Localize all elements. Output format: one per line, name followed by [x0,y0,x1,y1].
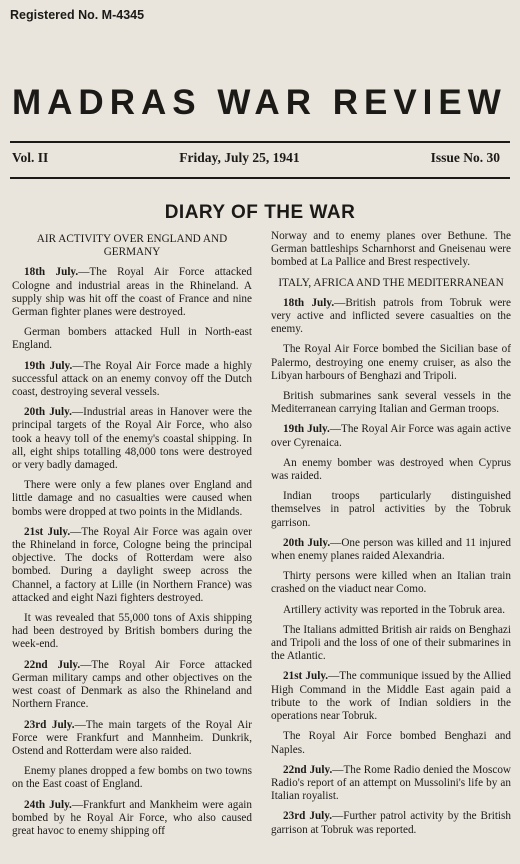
diary-entry [271,670,511,723]
diary-entry [12,719,252,759]
entry-text: The Royal Air Force bombed the Sicilian base of Palermo, destroying one enemy cruiser, as also the Libyan harbours of Benghazi and Tripoli. [271,343,511,382]
entry-text: There were only a few planes over England and little damage and no casualties were caused when bombs were dropped at two points in the Midlands. [12,479,252,518]
entry-date: 19th July. [24,359,73,372]
issue-number: Issue No. 30 [430,150,500,165]
diary-entry [12,479,252,519]
issue-info-bar [12,150,500,166]
entry-text: —British patrols from Tobruk were very active and inflicted severe casualties on the enemy. [271,296,512,336]
entry-text: —The Royal Air Force attacked Cologne and industrial areas in the Rhineland. A supply ship was hit off the coast of France and nine German fighter planes were destroyed. [12,266,252,319]
left-column [12,230,252,845]
top-rule [10,141,510,143]
left-column-heading: AIR ACTIVITY OVER ENGLAND AND GERMANY [36,233,228,259]
entry-date: 23rd July. [24,718,75,731]
diary-entry [271,810,511,836]
entry-text: It was revealed that 55,000 tons of Axis shipping had been destroyed by British bombers during the week-end. [12,612,252,651]
entry-date: 22nd July. [24,658,81,671]
diary-entry [271,423,511,449]
entry-text: German bombers attacked Hull in North-east England. [12,326,252,352]
entry-text: Indian troops particularly distinguished themselves in patrol activities by the Tobruk garrison. [271,490,511,529]
entry-text: —The Royal Air Force made a highly successful attack on an enemy convoy off the Dutch coast, destroying several vessels. [12,359,252,399]
entry-text: —The communique issued by the Allied High Command in the Middle East again paid a tribute to the work of Indian soldiers in the operations near Tobruk. [271,670,511,723]
entry-date: 24th July. [24,798,72,811]
diary-entry [12,799,252,839]
right-column-heading: ITALY, AFRICA AND THE MEDITERRANEAN [278,276,504,289]
masthead-title: MADRAS WAR REVIEW [12,83,507,122]
entry-text: —The Rome Radio denied the Moscow Radio's report of an attempt on Mussolini's life by an Italian royalist. [271,763,511,803]
entry-date: 20th July. [24,406,72,419]
diary-entry [271,570,511,596]
entry-text: Enemy planes dropped a few bombs on two towns on the East coast of England. [12,765,252,791]
issue-date: Friday, July 25, 1941 [179,150,300,165]
entry-date: 20th July. [283,536,331,549]
diary-entry [12,659,252,712]
entry-text: The Royal Air Force bombed Benghazi and Naples. [271,730,511,756]
diary-entry [271,764,511,804]
diary-entry [12,765,252,791]
entry-text: The Italians admitted British air raids on Benghazi and Tripoli and the loss of one of their submarines in the Atlantic. [271,623,511,663]
registration-number: Registered No. M-4345 [10,8,145,22]
diary-entry [271,730,511,756]
entry-text: —One person was killed and 11 injured when enemy planes raided Alexandria. [271,536,511,563]
entry-text: British submarines sank several vessels in the Mediterranean carrying Italian and German troops. [271,390,511,416]
diary-entry [271,457,511,483]
entry-text: —The Royal Air Force was again active over Cyrenaica. [271,423,511,449]
entry-date: 19th July. [283,423,330,436]
entry-date: 18th July. [283,296,335,309]
entry-text: —The main targets of the Royal Air Force were Frankfurt and Mannheim. Dunkrik, Ostend and Rotterdam were also raided. [12,718,253,757]
volume-label: Vol. II [12,150,49,165]
entry-text: —Industrial areas in Hanover were the principal targets of the Royal Air Force, who also took a heavy toll of the enemy's coastal shipping. In all, eight ships totalling 48,000 tons were destroyed or very badly damaged. [12,406,252,472]
entry-text: —The Royal Air Force attacked German military camps and other objectives on the west coast of Denmark as also the Rhineland and Northern France. [12,658,253,711]
entry-date: 22nd July. [283,763,333,776]
diary-entry [271,343,511,383]
entry-text: —Further patrol activity by the British garrison at Tobruk was reported. [271,810,511,836]
diary-entry [12,266,252,319]
entry-date: 21st July. [24,525,71,538]
entry-date: 21st July. [283,670,329,683]
diary-entry [271,604,511,617]
diary-entry [271,490,511,530]
diary-entry [12,360,252,400]
section-title: DIARY OF THE WAR [164,202,356,223]
entry-text: Thirty persons were killed when an Italian train crashed on the viaduct near Como. [271,570,511,596]
entry-text: Artillery activity was reported in the Tobruk area. [283,603,506,616]
right-column-intro: Norway and to enemy planes over Bethune. The German battleships Scharnhorst and Gneisenau were bombed at La Pallice and Brest respectively. [271,230,511,269]
entry-text: An enemy bomber was destroyed when Cyprus was raided. [271,456,511,483]
bottom-rule [10,177,510,179]
entry-date: 23rd July. [283,810,333,823]
diary-entry [271,537,511,563]
diary-entry [12,526,252,605]
diary-entry [12,406,252,472]
entry-text: —The Royal Air Force was again over the Rhineland in force, Cologne being the principal objective. The docks of Rotterdam were also bombed. During a daylight sweep across the Channel, a factory at Lille (in Northern France) was attacked and eight Nazi fighters destroyed. [12,525,252,604]
diary-entry [271,390,511,416]
diary-entry [12,326,252,352]
right-column [271,230,511,844]
diary-entry [12,612,252,652]
entry-date: 18th July. [24,266,79,279]
diary-entry [271,297,511,337]
entry-text: —Frankfurt and Mankheim were again bombed by he Royal Air Force, who also caused great havoc to enemy shipping off [12,798,252,837]
diary-entry [271,624,511,664]
